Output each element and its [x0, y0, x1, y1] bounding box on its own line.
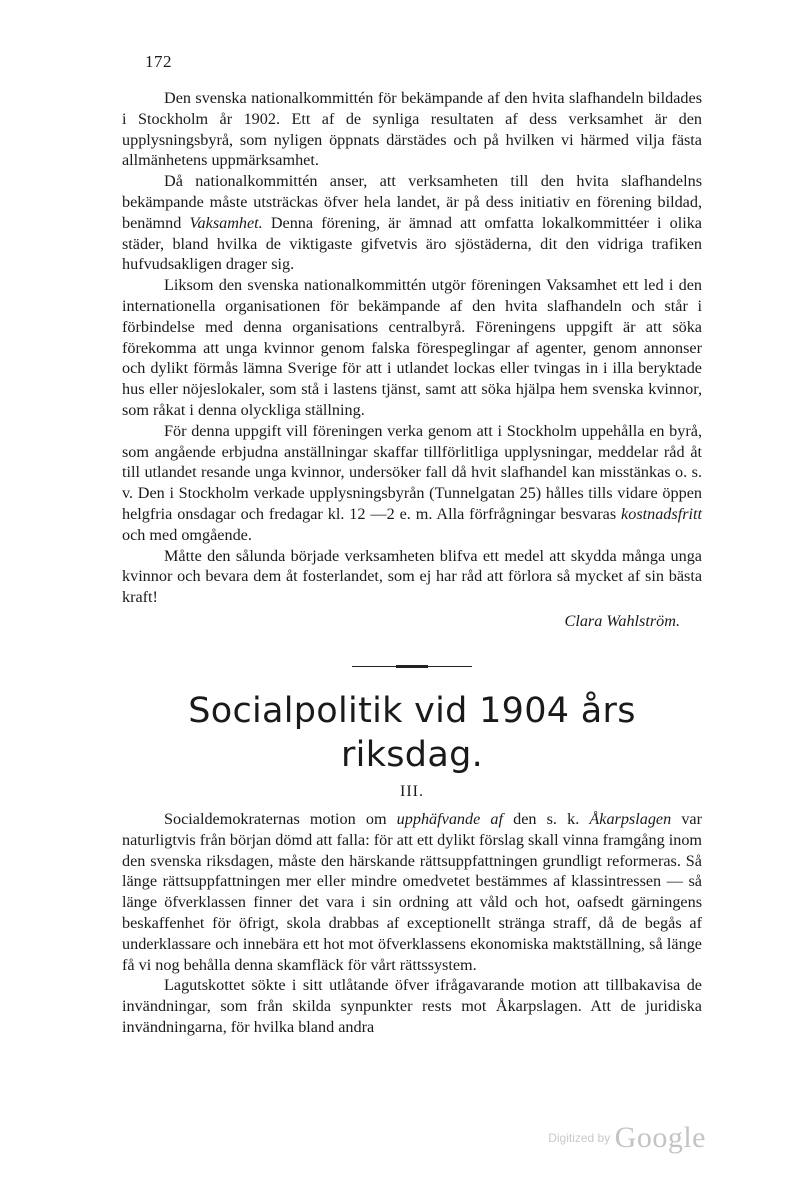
emphasis-text: upphäfvande af [396, 809, 504, 828]
article-vaksamhet [122, 88, 702, 608]
paragraph [122, 809, 702, 975]
section-title: Socialpolitik vid 1904 års riksdag. [188, 690, 636, 775]
page-number: 172 [145, 52, 172, 71]
section-divider [352, 666, 472, 667]
paragraph-text: var naturligtvis från början dömd att falla: för att ett dylikt förslag skall vinna framgång inom den svenska riksdagen, måste den härskande rättsuppfattningen grundligt reformeras. Så länge rättsuppfattningen mer eller mindre omedvetet bestämmes af klassintressen — så länge öfverklassen finner det vara i sin ordning att våld och hot, oafsedt gärningens beskaffenhet för öfrigt, skola drabbas af exceptionellt stränga straff, då de begås af underklassare och innebära ett hot mot öfverklassens ekonomiska maktställning, så länge få vi nog behålla denna skamfläck för vårt rättssystem. [122, 809, 702, 974]
article-socialpolitik [122, 809, 702, 1038]
paragraph-text: Denna förening, är ämnad att omfatta lokalkommittéer i olika städer, bland hvilka de viktigaste gifvetvis äro sjöstäderna, dit den vidriga trafiken hufvudsakligen drager sig. [122, 213, 702, 274]
paragraph-text: Måtte den sålunda började verksamheten blifva ett medel att skydda många unga kvinnor och bevara dem åt fosterlandet, som ej har råd att förlora så mycket af sin bästa kraft! [122, 546, 702, 607]
paragraph-text: Liksom den svenska nationalkommittén utgör föreningen Vaksamhet ett led i den internationella organisationen för bekämpande af den hvita slafhandeln och står i förbindelse med denna organisations centralbyrå. Föreningens uppgift är att söka förekomma att unga kvinnor genom falska förespeglingar af agenter, genom annonser och dylikt förmås lämna Sverige för att i utlandet lockas eller tvingas in i illa beryktade hus eller nöjeslokaler, som stå i lastens tjänst, samt att söka hjälpa hem svenska kvinnor, som råkat i denna olyckliga ställning. [122, 276, 702, 419]
emphasis-text: Vaksamhet. [189, 213, 263, 232]
paragraph-text: och med omgående. [122, 525, 252, 544]
paragraph-text: För denna uppgift vill föreningen verka genom att i Stockholm uppehålla en byrå, som angående erbjudna anställningar skaffar tillförlitliga upplysningar, meddelar råd åt till utlandet resande unga kvinnor, undersöker fall då hvit slafhandel kan misstänkas o. s. v. Den i Stockholm verkade upplysningsbyrån (Tunnelgatan 25) hålles tills vidare öppen helgfria onsdagar och fredagar kl. 12 —2 e. m. Alla förfrågningar besvaras [122, 421, 702, 523]
text-column [122, 88, 702, 1038]
digitized-by-label: Digitized by [548, 1131, 611, 1145]
paragraph [122, 421, 702, 546]
paragraph-text: den s. k. [503, 809, 590, 828]
paragraph [122, 275, 702, 421]
paragraph-text: Lagutskottet sökte i sitt utlåtande öfver ifrågavarande motion att tillbakavisa de invändningar, som från skilda synpunkter rests mot Åkarpslagen. Att de juridiska invändningarna, för hvilka bland andra [122, 976, 702, 1036]
paragraph [122, 171, 702, 275]
digitized-watermark [548, 1121, 706, 1155]
part-number: III. [400, 782, 424, 800]
paragraph-text: Socialdemokraternas motion om [164, 809, 397, 828]
google-logo: Google [614, 1121, 706, 1154]
paragraph [122, 88, 702, 171]
emphasis-text: Åkarpslagen [589, 809, 672, 828]
paragraph-text: Då nationalkommittén anser, att verksamheten till den hvita slafhandelns bekämpande måste utsträckas öfver hela landet, är på dess initiativ en förening bildad, benämnd [122, 172, 702, 232]
paragraph [122, 975, 702, 1037]
author-signature: Clara Wahlström. [564, 611, 680, 630]
emphasis-text: kostnadsfritt [621, 504, 702, 523]
paragraph-text: Den svenska nationalkommittén för bekämpande af den hvita slafhandeln bildades i Stockholm år 1902. Ett af de synliga resultaten af dess verksamhet är den upplysningsbyrå, som nyligen öppnats därstädes och på hvilken vi härmed vilja fästa allmänhetens uppmärksamhet. [122, 89, 702, 170]
paragraph [122, 546, 702, 608]
